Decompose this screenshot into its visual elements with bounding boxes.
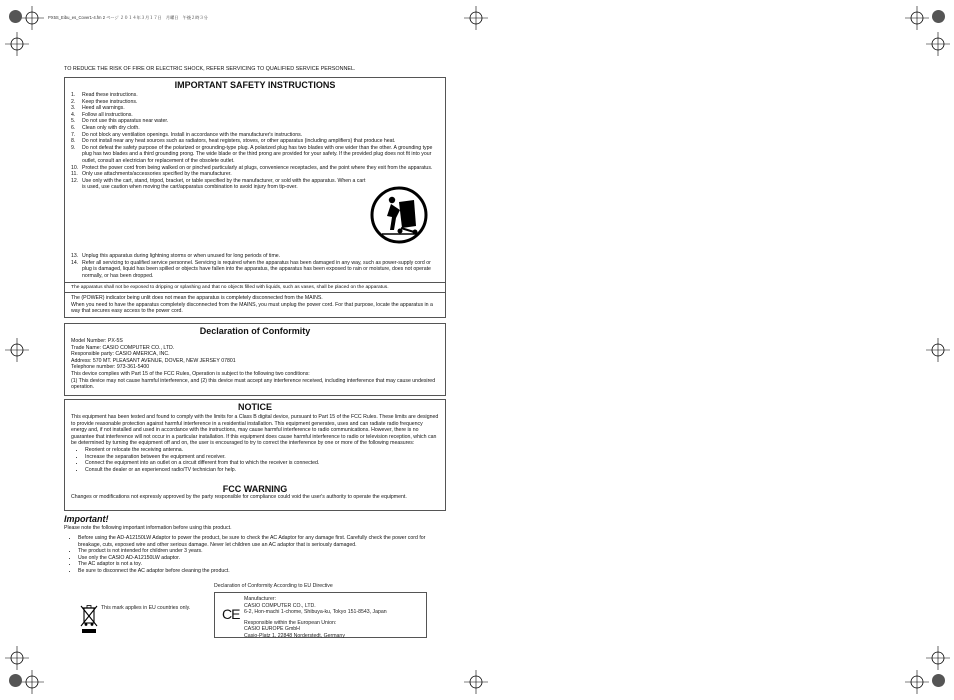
list-item: • Use only the CASIO AD-A12150LW adaptor. [78, 555, 440, 562]
list-item: 3. Heed all warnings. [71, 105, 125, 112]
list-item: 6. Clean only with dry cloth. [71, 124, 140, 131]
list-item: • Be sure to disconnect the AC adaptor before cleaning the product. [78, 568, 440, 575]
list-item: 4. Follow all instructions. [71, 111, 133, 118]
safety-title: IMPORTANT SAFETY INSTRUCTIONS [174, 80, 336, 90]
responsible-party: Responsible party: CASIO AMERICA, INC. [71, 351, 170, 358]
list-item: 2. Keep these instructions. [71, 98, 138, 105]
safety-list [71, 92, 439, 191]
list-item: 10. Protect the power cord from being walked on or pinched particularly at plugs, convenience receptacles, and the point where they exit from the apparatus. [71, 164, 433, 171]
power-indicator-text: The (POWER) indicator being unlit does not mean the apparatus is completely disconnected from the MAINS. [71, 295, 323, 301]
ce-mark: CE [222, 606, 240, 622]
corner-dot-icon [932, 674, 945, 687]
model-number: Model Number: PX-5S [71, 338, 123, 344]
registration-mark-icon [464, 6, 488, 30]
power-note-1 [71, 295, 441, 302]
notice-box [64, 399, 446, 511]
registration-mark-icon [5, 32, 29, 56]
registration-mark-icon [5, 646, 29, 670]
list-item: • Before using the AD-A12150LW Adaptor to power the product, be sure to check the AC Adaptor for any damage first. Carefully check the power cord for breakage, cuts, exposed wire and other serious damage. Never let children use an AC adaptor that is seriously damaged. [78, 535, 440, 548]
important-title: Important! [64, 514, 109, 524]
cart-tipover-warning-icon [370, 186, 428, 244]
important-bullets [64, 535, 440, 575]
eu-declaration-box [214, 592, 427, 638]
manufacturer-name: CASIO COMPUTER CO., LTD. [244, 602, 316, 609]
registration-mark-icon [20, 670, 44, 694]
registration-mark-icon [905, 670, 929, 694]
registration-mark-icon [926, 646, 950, 670]
notice-bullets [71, 447, 439, 473]
responsible-name: CASIO EUROPE GmbH [244, 626, 300, 633]
weee-bin-icon [80, 604, 98, 634]
corner-dot-icon [932, 10, 945, 23]
list-item: 8. Do not install near any heat sources such as radiators, heat registers, stoves, or other apparatus (including amplifiers) that produce heat. [71, 138, 396, 145]
corner-dot-icon [9, 10, 22, 23]
important-intro: Please note the following important information before using this product. [64, 525, 232, 531]
list-item: • Reorient or relocate the receiving antenna. [85, 447, 439, 454]
compliance-statement: This device complies with Part 15 of the FCC Rules, Operation is subject to the following two conditions: [71, 370, 310, 377]
responsible-label: Responsible within the European Union: [244, 619, 337, 626]
fcc-warning-body: Changes or modifications not expressly approved by the party responsible for compliance could void the user's authority to operate the equipment. [71, 494, 407, 500]
list-item: 12. Use only with the cart, stand, tripod, bracket, or table specified by the manufacturer, or sold with the apparatus. When a cart is used, use caution when moving the cart/apparatus combination to avoid injury from tip-over. [71, 177, 366, 191]
list-item: • The AC adaptor is not a toy. [78, 561, 440, 568]
manufacturer-label: Manufacturer: [244, 596, 277, 602]
list-item: • Connect the equipment into an outlet on a circuit different from that to which the receiver is connected. [85, 460, 439, 467]
list-item: • Consult the dealer or an experienced radio/TV technician for help. [85, 467, 439, 474]
registration-mark-icon [464, 670, 488, 694]
print-header: PX5S_Eibu_es_Cover1-4.fm 2 ページ ２０１４年３月１７日 月曜日 午後２時３分 [48, 15, 208, 20]
notice-body: This equipment has been tested and found to comply with the limits for a Class B digital device, pursuant to Part 15 of the FCC Rules. These limits are designed to provide reasonable protection against harmful interference in a residential installation. This equipment generates, uses and can radiate radio frequency energy and, if not installed and used in accordance with the instructions, may cause harmful interference to radio communications. However, there is no guarantee that interference will not occur in a particular installation. If this equipment does cause harmful interference to radio or television reception, which can be determined by turning the equipment off and on, the user is encouraged to try to correct the interference by one or more of the following measures: [71, 414, 439, 447]
manufacturer-address: 6-2, Hon-machi 1-chome, Shibuya-ku, Tokyo 151-8543, Japan [244, 609, 387, 616]
list-item: 7. Do not block any ventilation openings. Install in accordance with the manufacturer's instructions. [71, 131, 303, 138]
safety-instructions-box [64, 77, 446, 318]
dripping-note: The apparatus shall not be exposed to dripping or splashing and that no objects filled with liquids, such as vases, shall be placed on the apparatus. [71, 285, 389, 290]
list-item: • The product is not intended for children under 3 years. [78, 548, 440, 555]
address: Address: 570 MT. PLEASANT AVENUE, DOVER, NEW JERSEY 07801 [71, 357, 236, 364]
conditions: (1) This device may not cause harmful interference, and (2) this device must accept any interference received, including interference that may cause undesired operation. [71, 377, 436, 391]
safety-list-continued [71, 253, 439, 279]
list-item: 14. Refer all servicing to qualified service personnel. Servicing is required when the apparatus has been damaged in any way, such as power-supply cord or plug is damaged, liquid has been spilled or objects have fallen into the apparatus, the apparatus has been exposed to rain or moisture, does not operate normally, or has been dropped. [71, 259, 431, 279]
list-item: 11. Only use attachments/accessories specified by the manufacturer. [71, 171, 232, 178]
eu-declaration-title: Declaration of Conformity According to EU Directive [214, 583, 333, 589]
registration-mark-icon [905, 6, 929, 30]
power-note-2: When you need to have the apparatus completely disconnected from the MAINS, you must unplug the power cord. For that purpose, locate the apparatus in a way that secures easy access to the power cord. [71, 301, 433, 315]
list-item: 1. Read these instructions. [71, 92, 138, 98]
registration-mark-icon [926, 338, 950, 362]
list-item: • Increase the separation between the equipment and receiver. [85, 454, 439, 461]
list-item: 13. Unplug this apparatus during lightning storms or when unused for long periods of time. [71, 253, 281, 259]
weee-note: This mark applies in EU countries only. [101, 605, 191, 611]
telephone: Telephone number: 973-361-5400 [71, 364, 150, 371]
list-item: 9. Do not defeat the safety purpose of the polarized or grounding-type plug. A polarized plug has two blades with one wider than the other. A grounding type plug has two blades and a third grounding prong. The wide blade or the third prong are provided for your safety. If the provided plug does not fit into your outlet, consult an electrician for replacement of the obsolete outlet. [71, 144, 433, 164]
declaration-title: Declaration of Conformity [199, 326, 311, 336]
responsible-address: Casio-Platz 1, 22848 Norderstedt, Germany [244, 632, 345, 639]
registration-mark-icon [926, 32, 950, 56]
notice-title: NOTICE [237, 402, 272, 412]
registration-mark-icon [5, 338, 29, 362]
corner-dot-icon [9, 674, 22, 687]
shock-warning: TO REDUCE THE RISK OF FIRE OR ELECTRIC SHOCK, REFER SERVICING TO QUALIFIED SERVICE PERSONNEL. [64, 66, 356, 72]
trade-name: Trade Name: CASIO COMPUTER CO., LTD. [71, 344, 175, 351]
fcc-warning-title: FCC WARNING [222, 484, 288, 494]
registration-mark-icon [20, 6, 44, 30]
list-item: 5. Do not use this apparatus near water. [71, 118, 169, 125]
declaration-box [64, 323, 446, 396]
